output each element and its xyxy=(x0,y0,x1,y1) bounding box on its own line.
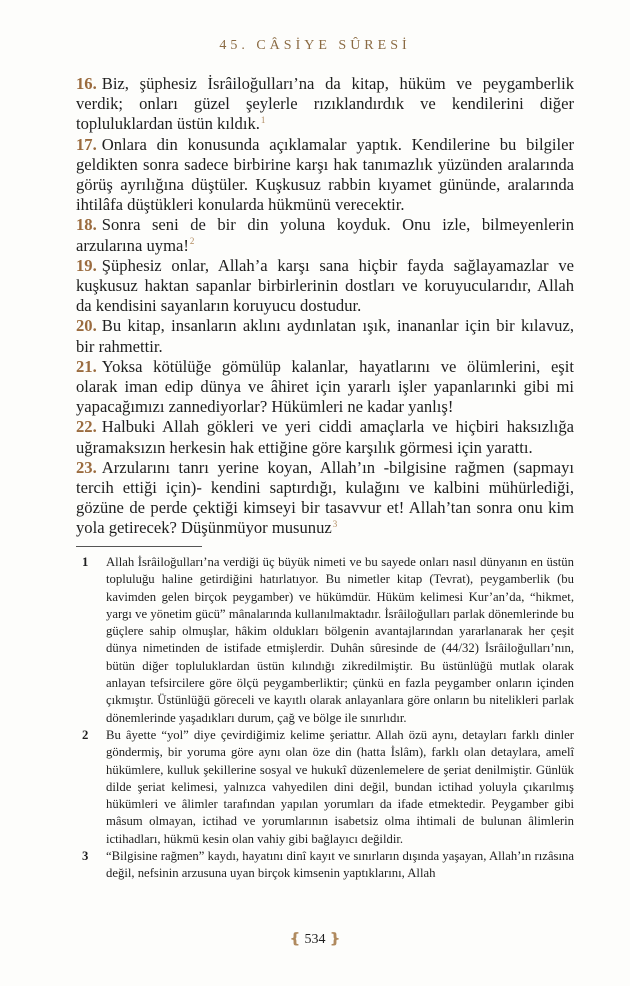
verse-text: Yoksa kötülüğe gömülüp kalanlar, hayatlarını ve ölümlerini, eşit olarak iman edip dünya ve âhiret için yararlı işler yapanlarınki gibi mi yapacağımızı zannediyorlar? Hükümleri ne kadar yanlış! xyxy=(76,356,574,417)
verse-number: 20. xyxy=(76,316,97,336)
footnote-marker[interactable]: 1 xyxy=(260,114,266,125)
footnote-marker[interactable]: 3 xyxy=(332,518,338,529)
verse-text: Biz, şüphesiz İsrâiloğulları’na da kitap, hüküm ve peygamberlik verdik; onları güzel şeylerle rızıklandırdık ve kendilerini diğer topluluklardan üstün kıldık. xyxy=(76,74,574,134)
page-number: 534 xyxy=(304,932,326,947)
verse-text: Arzularını tanrı yerine koyan, Allah’ın -bilgisine rağmen (sapmayı tercih ettiği için)- kendini saptırdığı, kulağını ve kalbini mühürlediği, gözüne de perde çektiği kimseyi bir tasavvur et! Allah’tan sonra onu kim yola getirecek? Düşünmüyor musunuz xyxy=(76,457,574,538)
verse-number: 19. xyxy=(76,255,97,275)
ornament-right-icon: ❵ xyxy=(329,932,341,947)
running-header: 45. CÂSİYE SÛRESİ xyxy=(219,38,411,53)
verse-text: Onlara din konusunda açıklamalar yaptık. Kendilerine bu bilgiler geldikten sonra sadece birbirine karşı hak tanımazlık yüzünden aralarında görüş ayrılığına düştüler. Kuşkusuz rabbin kıyamet gününde, aralarında ihtilâfa düştükleri konularda hükmünü verecektir. xyxy=(76,134,574,215)
verse-number: 17. xyxy=(76,134,97,154)
verse-number: 16. xyxy=(76,74,97,93)
footnote-divider xyxy=(76,546,202,547)
footnote-text: Bu âyette “yol” diye çevirdiğimiz kelime şeriattır. Allah özü aynı, detayları farklı dinler göndermiş, bir yoruma göre aynı olan öze din (hatta İslâm), farklı olan detaylara, amelî hükümlere, kulluk şekillerine sosyal ve hukukî düzenlemelere de şeriat denilmiştir. Günlük dilde şeriat kelimesi, yalnızca vahyedilen dini değil, bundan ictihad yoluyla çıkarılmış hükümleri ve âlimler tarafından yapılan yorumları da ifade etmektedir. Peygamber gibi mâsum olmayan, ictihad ve yorumlarının isabetsiz olma ihtimali de bulunan âlimlerin ictihadları, hükmü kesin olan vahiy gibi bağlayıcı değildir. xyxy=(106,727,574,846)
verse-20 xyxy=(76,316,574,356)
footnote-text: “Bilgisine rağmen” kaydı, hayatını dinî kayıt ve sınırların dışında yaşayan, Allah’ın rızâsına değil, nefsinin arzusuna uyan birçok kimsenin yaptıklarını, Allah xyxy=(106,849,574,881)
verse-18 xyxy=(76,215,574,255)
verse-text: Bu kitap, insanların aklını aydınlatan ışık, inananlar için bir kılavuz, bir rahmettir. xyxy=(76,316,574,356)
ornament-left-icon: ❴ xyxy=(289,932,301,947)
verse-number: 23. xyxy=(76,457,97,477)
verse-number: 18. xyxy=(76,215,97,235)
verse-number: 22. xyxy=(76,417,97,437)
verse-17 xyxy=(76,135,574,216)
verse-19 xyxy=(76,256,574,317)
verse-text: Sonra seni de bir din yoluna koyduk. Onu izle, bilmeyenlerin arzularına uyma! xyxy=(76,215,574,255)
verses-section xyxy=(76,74,574,539)
verse-22 xyxy=(76,417,574,457)
verse-23 xyxy=(76,458,574,539)
verse-text: Şüphesiz onlar, Allah’a karşı sana hiçbir fayda sağlayamazlar ve kuşkusuz haktan sapanlar birbirlerinin dostları ve koruyucularıdır, Allah da kendisini sayanların koruyucu dostudur. xyxy=(76,255,574,316)
footnote-1 xyxy=(76,554,574,727)
verse-text: Halbuki Allah gökleri ve yeri ciddi amaçlarla ve hiçbiri haksızlığa uğramaksızın herkesin hak ettiğine göre karşılık görmesi için yarattı. xyxy=(76,417,574,457)
page-footer xyxy=(0,931,630,948)
footnote-text: Allah İsrâiloğulları’na verdiği üç büyük nimeti ve bu sayede onları nasıl dünyanın en üstün topluluğu haline getirdiğini hatırlatıyor. Bu nimetler kitap (Tevrat), peygamberlik (bu kavimden gelen birçok peygamber) ve hükümdür. Hüküm kelimesi Kur’an’da, “hikmet, yargı ve yönetim gücü” mânalarında kullanılmaktadır. İsrâiloğulları parlak dönemlerinde bu güçlere sahip olmuşlar, hâkim oldukları bölgenin avantajlarından yararlanarak her çeşit dünya nimetinden de istifade etmişlerdir. Duhân sûresinde de (44/32) İsrâiloğulları’nın, bütün diğer topluluklardan üstün kılındığı zikredilmiştir. Bu üstünlüğü mutlak olarak anlayan tefsircilere göre ölçü peygamberliktir; çünkü en fazla peygamber onların içinden çıkmıştır. Üstünlüğü göreceli ve kayıtlı olarak anlayanlara göre onların bu nitelikleri parlak dönemlerinde yaşadıkları durum, çağ ve bölge ile sınırlıdır. xyxy=(106,555,574,725)
footnotes-section xyxy=(76,554,574,883)
verse-16 xyxy=(76,74,574,135)
footnote-2 xyxy=(76,727,574,848)
footnote-number: 2 xyxy=(82,727,89,742)
footnote-number: 1 xyxy=(82,555,89,569)
verse-21 xyxy=(76,357,574,418)
footnote-3 xyxy=(76,848,574,883)
verse-number: 21. xyxy=(76,356,97,376)
footnote-number: 3 xyxy=(82,849,89,864)
footnote-marker[interactable]: 2 xyxy=(189,236,195,247)
